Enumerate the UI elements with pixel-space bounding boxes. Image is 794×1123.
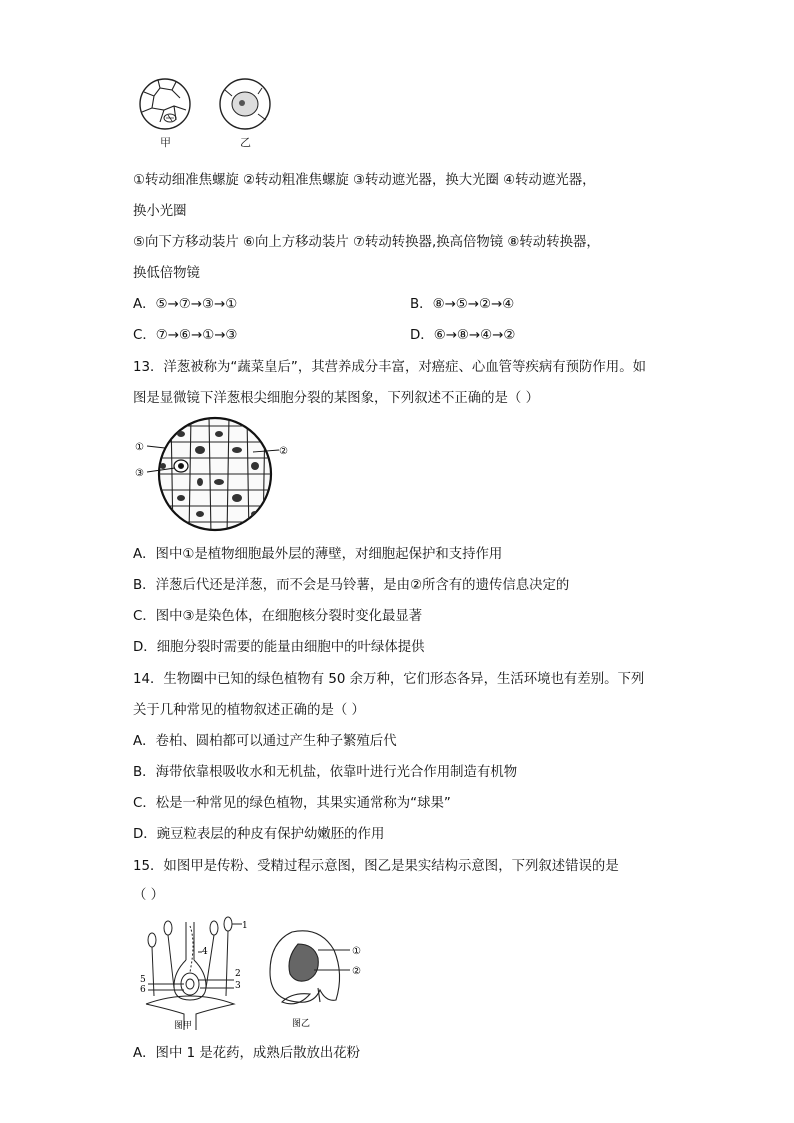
q13-option-d: D．细胞分裂时需要的能量由细胞中的叶绿体提供 bbox=[133, 640, 425, 655]
q15-yi-label-1: ① bbox=[352, 946, 361, 957]
q15-jia-caption: 图甲 bbox=[174, 1021, 193, 1031]
q14-stem-1: 14．生物圈中已知的绿色植物有 50 余万种，它们形态各异，生活环境也有差别。下列 bbox=[133, 672, 645, 687]
q15-figure-jia bbox=[138, 912, 250, 1034]
q12-line-2: 换小光圈 bbox=[133, 204, 187, 219]
q12-line-1: ①转动细准焦螺旋 ②转动粗准焦螺旋 ③转动遮光器，换大光圈 ④转动遮光器， bbox=[133, 173, 596, 188]
q14-option-b: B．海带依靠根吸收水和无机盐，依靠叶进行光合作用制造有机物 bbox=[133, 765, 518, 780]
q15-jia-label-3: 3 bbox=[235, 981, 241, 991]
q15-jia-label-2: 2 bbox=[235, 969, 241, 979]
q15-yi-label-2: ② bbox=[352, 966, 361, 977]
label-jia: 甲 bbox=[160, 136, 171, 149]
q12-option-d: D．⑥→⑧→④→② bbox=[410, 328, 516, 343]
q13-option-b: B．洋葱后代还是洋葱，而不会是马铃薯，是由②所含有的遗传信息决定的 bbox=[133, 578, 570, 593]
q13-option-a: A．图中①是植物细胞最外层的薄壁，对细胞起保护和支持作用 bbox=[133, 547, 503, 562]
q15-yi-caption: 图乙 bbox=[292, 1019, 311, 1029]
field-jia bbox=[140, 79, 190, 129]
q12-option-a: A．⑤→⑦→③→① bbox=[133, 297, 238, 312]
q14-option-d: D．豌豆粒表层的种皮有保护幼嫩胚的作用 bbox=[133, 827, 385, 842]
q14-option-c: C．松是一种常见的绿色植物，其果实通常称为“球果” bbox=[133, 796, 451, 811]
q13-fig-label-3: ③ bbox=[135, 468, 144, 479]
q15-figure-yi bbox=[262, 924, 372, 1032]
q14-stem-2: 关于几种常见的植物叙述正确的是（ ） bbox=[133, 703, 365, 718]
q13-stem-1: 13．洋葱被称为“蔬菜皇后”，其营养成分丰富，对癌症、心血管等疾病有预防作用。如 bbox=[133, 360, 646, 375]
q12-figure bbox=[130, 76, 280, 154]
q13-fig-label-2: ② bbox=[279, 446, 288, 457]
q15-jia-label-6: 6 bbox=[140, 985, 146, 995]
q13-fig-label-1: ① bbox=[135, 442, 144, 453]
label-yi: 乙 bbox=[240, 136, 251, 149]
q13-option-c: C．图中③是染色体，在细胞核分裂时变化最显著 bbox=[133, 609, 423, 624]
q13-stem-2: 图是显微镜下洋葱根尖细胞分裂的某图象，下列叙述不正确的是（ ） bbox=[133, 391, 539, 406]
q15-option-a: A．图中 1 是花药，成熟后散放出花粉 bbox=[133, 1046, 361, 1061]
field-yi bbox=[220, 79, 270, 129]
q15-jia-label-5: 5 bbox=[140, 975, 146, 985]
q15-stem-1: 15．如图甲是传粉、受精过程示意图，图乙是果实结构示意图，下列叙述错误的是 bbox=[133, 859, 619, 874]
q14-option-a: A．卷柏、圆柏都可以通过产生种子繁殖后代 bbox=[133, 734, 397, 749]
q12-line-3: ⑤向下方移动装片 ⑥向上方移动装片 ⑦转动转换器,换高倍物镜 ⑧转动转换器， bbox=[133, 235, 600, 250]
q15-jia-label-4: 4 bbox=[202, 947, 208, 957]
q12-line-4: 换低倍物镜 bbox=[133, 266, 200, 281]
q12-option-b: B．⑧→⑤→②→④ bbox=[410, 297, 515, 312]
q12-option-c: C．⑦→⑥→①→③ bbox=[133, 328, 238, 343]
q13-onion-cells-figure bbox=[135, 416, 295, 536]
q15-stem-2: （ ） bbox=[133, 888, 165, 903]
q15-jia-label-1: 1 bbox=[242, 921, 248, 931]
